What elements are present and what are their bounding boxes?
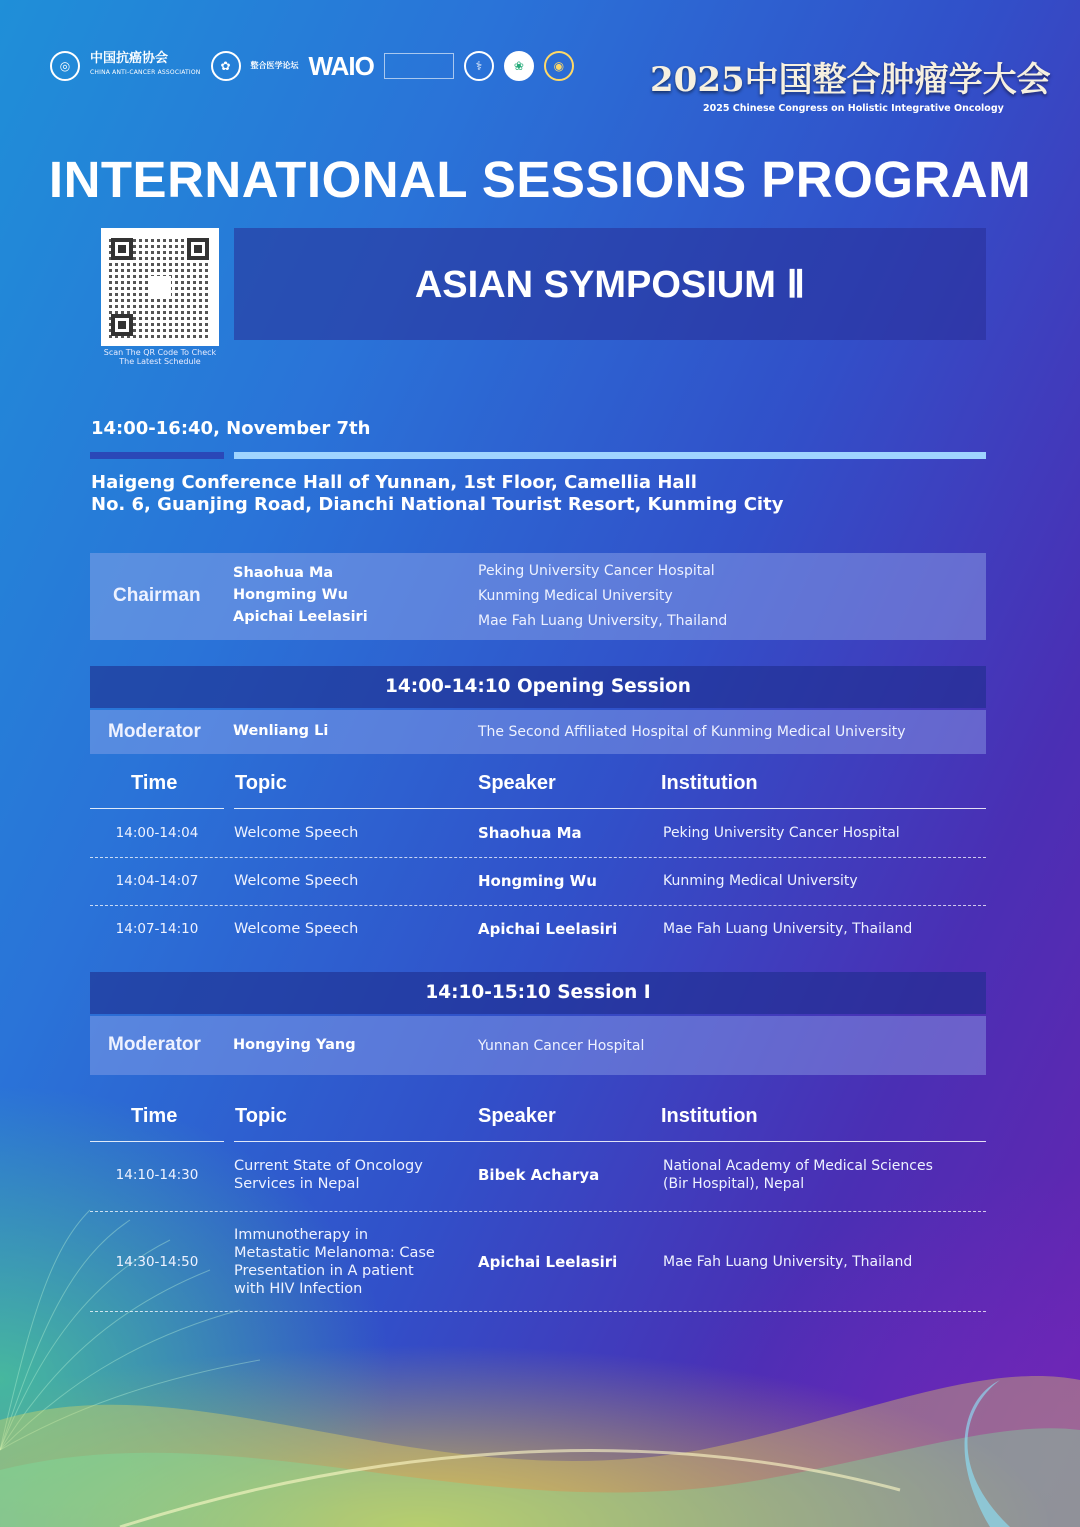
row-speaker: Hongming Wu — [478, 872, 597, 890]
cacs-logo-icon: ◎ — [50, 51, 80, 81]
forum-logo-text: 整合医学论坛 — [250, 61, 299, 70]
row-divider — [90, 1311, 986, 1312]
congress-title: 2025中国整合肿瘤学大会 — [650, 60, 1051, 100]
forum-logo-icon: ✿ — [211, 51, 241, 81]
partner-logo-box — [384, 53, 454, 79]
symposium-title: ASIAN SYMPOSIUM Ⅱ — [414, 264, 806, 306]
chairman-label: Chairman — [113, 585, 201, 606]
row-divider — [90, 1211, 986, 1212]
moderator-institution: Yunnan Cancer Hospital — [478, 1038, 645, 1054]
chairman-name: Hongming Wu — [233, 587, 348, 603]
partner-seal-icon: ⚕ — [464, 51, 494, 81]
logo-strip — [50, 44, 574, 88]
chairman-institution: Peking University Cancer Hospital — [478, 563, 715, 579]
waio-logo: WAIO — [308, 50, 374, 81]
partner-emblem-icon: ❀ — [504, 51, 534, 81]
col-header-topic: Topic — [235, 772, 287, 794]
row-topic: Immunotherapy in Metastatic Melanoma: Case Presentation in A patient with HIV Infection — [234, 1227, 435, 1297]
header-rule — [90, 1141, 224, 1142]
row-speaker: Apichai Leelasiri — [478, 1253, 618, 1271]
moderator-name: Wenliang Li — [233, 723, 329, 739]
col-header-topic: Topic — [235, 1105, 287, 1127]
row-divider — [90, 905, 986, 906]
session-header: 14:00-14:10 Opening Session — [90, 666, 986, 708]
header-rule — [234, 1141, 986, 1142]
moderator-label: Moderator — [108, 721, 201, 742]
col-header-speaker: Speaker — [478, 1105, 556, 1127]
row-speaker: Bibek Acharya — [478, 1166, 600, 1184]
divider-dark — [90, 452, 224, 459]
row-topic: Welcome Speech — [234, 873, 359, 889]
moderator-label: Moderator — [108, 1034, 201, 1055]
col-header-institution: Institution — [661, 1105, 758, 1127]
moderator-institution: The Second Affiliated Hospital of Kunming Medical University — [478, 724, 906, 740]
qr-finder-icon — [111, 238, 133, 260]
row-time: 14:04-14:07 — [115, 873, 199, 889]
col-header-time: Time — [131, 772, 178, 794]
row-institution: Mae Fah Luang University, Thailand — [663, 921, 913, 937]
qr-finder-icon — [187, 238, 209, 260]
row-time: 14:00-14:04 — [115, 825, 199, 841]
row-topic: Welcome Speech — [234, 921, 359, 937]
row-institution: Peking University Cancer Hospital — [663, 825, 900, 841]
qr-code-pattern — [109, 236, 211, 338]
col-header-institution: Institution — [661, 772, 758, 794]
chairman-institution: Kunming Medical University — [478, 588, 673, 604]
row-speaker: Shaohua Ma — [478, 824, 582, 842]
row-time: 14:10-14:30 — [115, 1167, 199, 1183]
qr-code[interactable] — [101, 228, 219, 346]
row-institution: Mae Fah Luang University, Thailand — [663, 1254, 913, 1270]
row-topic: Welcome Speech — [234, 825, 359, 841]
chairman-name: Apichai Leelasiri — [233, 609, 368, 625]
program-title: INTERNATIONAL SESSIONS PROGRAM — [48, 151, 1032, 208]
row-speaker: Apichai Leelasiri — [478, 920, 618, 938]
header-rule — [90, 808, 224, 809]
chairman-name: Shaohua Ma — [233, 565, 334, 581]
col-header-speaker: Speaker — [478, 772, 556, 794]
row-institution: National Academy of Medical Sciences (Bir Hospital), Nepal — [663, 1158, 933, 1192]
congress-subtitle: 2025 Chinese Congress on Holistic Integrative Oncology — [703, 103, 1004, 114]
row-time: 14:07-14:10 — [115, 921, 199, 937]
venue: Haigeng Conference Hall of Yunnan, 1st Floor, Camellia Hall No. 6, Guanjing Road, Dianchi National Tourist Resort, Kunming City — [91, 472, 784, 515]
cacs-logo-text: 中国抗癌协会 CHINA ANTI-CANCER ASSOCIATION — [90, 51, 201, 76]
date-time: 14:00-16:40, November 7th — [91, 418, 371, 439]
row-institution: Kunming Medical University — [663, 873, 858, 889]
col-header-time: Time — [131, 1105, 178, 1127]
chairman-institution: Mae Fah Luang University, Thailand — [478, 613, 728, 629]
partner-globe-icon: ◉ — [544, 51, 574, 81]
swirl-decoration — [0, 1300, 1080, 1527]
header-rule — [234, 808, 986, 809]
qr-caption: Scan The QR Code To Check The Latest Schedule — [103, 348, 217, 366]
row-divider — [90, 857, 986, 858]
qr-finder-icon — [111, 314, 133, 336]
row-time: 14:30-14:50 — [115, 1254, 199, 1270]
session-header: 14:10-15:10 Session Ⅰ — [90, 972, 986, 1014]
row-topic: Current State of Oncology Services in Nepal — [234, 1158, 423, 1192]
moderator-name: Hongying Yang — [233, 1037, 356, 1053]
divider-light — [234, 452, 986, 459]
